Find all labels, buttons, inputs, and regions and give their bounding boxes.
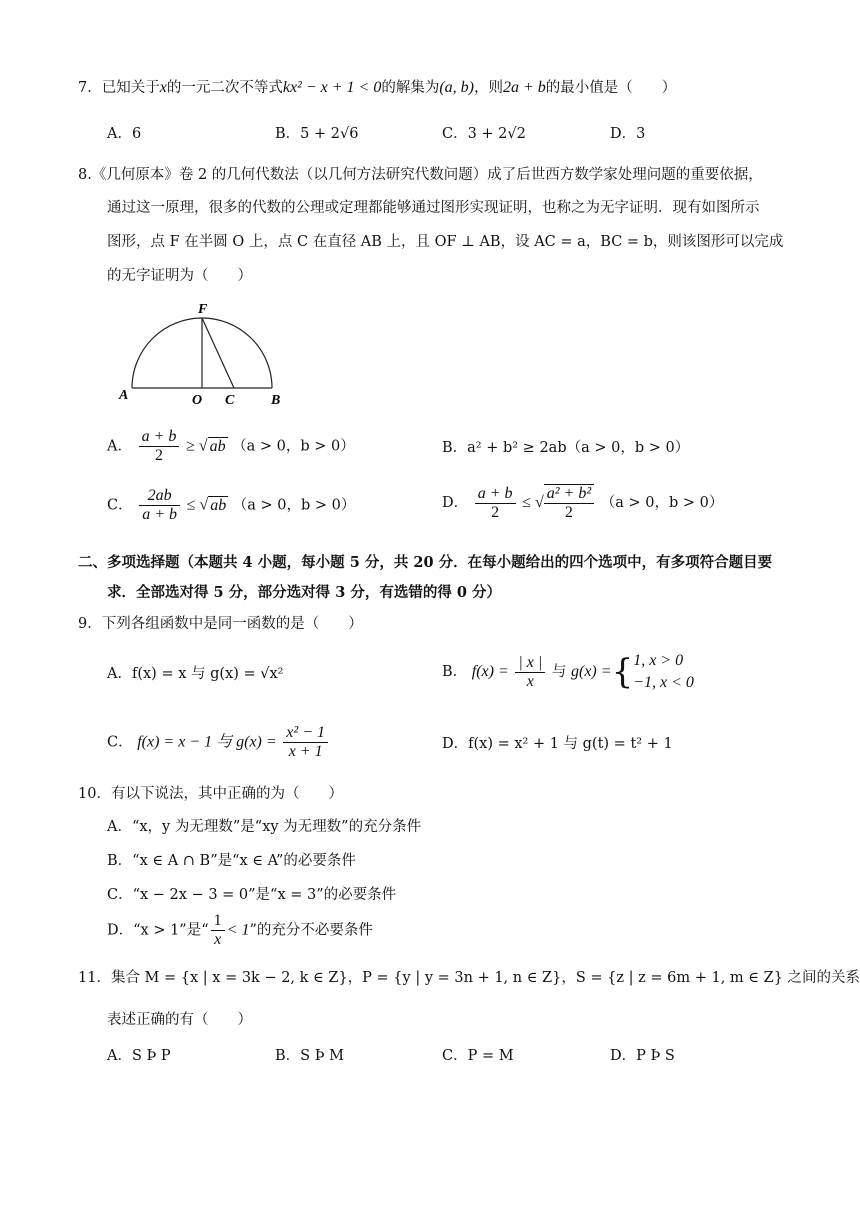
q11-line2: 表述正确的有（ ） <box>107 1012 252 1028</box>
q11-option-c: C．P = M <box>442 1048 514 1064</box>
q8-option-b: B．a² + b² ≥ 2ab（a > 0，b > 0） <box>442 440 690 456</box>
q8-option-a: A． $\frac{a + b}{2}$ ≥ √ ab （a > 0，b > 0） <box>107 428 355 464</box>
q9-option-b: B． f(x) = $\frac{| x |}{x}$ 与 g(x) ={1, x > 0 −1, x < 0 <box>442 652 694 692</box>
q10-stem: 10．有以下说法，其中正确的为（ ） <box>78 786 343 802</box>
label-a: A <box>119 388 129 403</box>
q11-option-d: D．P Þ S <box>610 1048 675 1064</box>
q10-option-d: D．“x > 1”是“ $\frac{1}{x}$ < 1”的充分不必要条件 <box>107 912 373 948</box>
q9-stem: 9．下列各组函数中是同一函数的是（ ） <box>78 616 363 632</box>
label-o: O <box>192 393 203 408</box>
q7-option-b: B．5 + 2√6 <box>275 126 359 142</box>
q9-option-c: C． f(x) = x − 1 与 g(x) = $\frac{\text{x² − 1}}{x + 1}$ <box>107 724 330 766</box>
label-b: B <box>271 393 281 408</box>
label-f: F <box>198 302 208 317</box>
q10-option-c: C．“x − 2x − 3 = 0”是“x = 3”的必要条件 <box>107 887 397 903</box>
q10-option-a: A．“x，y 为无理数”是“xy 为无理数”的充分条件 <box>107 819 422 835</box>
q7-stem: 7．已知关于x的一元二次不等式kx² − x + 1 < 0的解集为(a, b)，则2a + b的最小值是（ ） <box>78 79 677 96</box>
q10-option-b: B．“x ∈ A ∩ B”是“x ∈ A”的必要条件 <box>107 853 356 869</box>
q7-option-c: C．3 + 2√2 <box>442 126 526 142</box>
q9-option-a: A．f(x) = x 与 g(x) = √x² <box>107 666 284 682</box>
q8-option-c: C． $\frac{2ab}{a + b}$ ≤ √ ab （a > 0，b > 0） <box>107 487 356 523</box>
q11-option-b: B．S Þ M <box>275 1048 344 1064</box>
q7-option-d: D．3 <box>610 126 646 142</box>
q8-line4: 的无字证明为（ ） <box>107 268 252 284</box>
q9-option-d: D．f(x) = x² + 1 与 g(t) = t² + 1 <box>442 736 673 752</box>
q11-line1: 11．集合 M = {x | x = 3k − 2, k ∈ Z}，P = {y | y = 3n + 1, n ∈ Z}，S = {z | z = 6m + 1, m ∈ Z} 之间的关系 <box>78 970 860 986</box>
q7-option-a: A．6 <box>107 126 142 142</box>
section2-line2: 求．全部选对得 5 分，部分选对得 3 分，有选错的得 0 分） <box>107 584 502 601</box>
q8-option-d: D． $\frac{a + b}{2}$ ≤ √ $\frac{\text{a² + b²}}{2}$ （a > 0，b > 0） <box>442 484 724 521</box>
q8-line2: 通过这一原理，很多的代数的公理或定理都能够通过图形实现证明，也称之为无字证明．现有如图所示 <box>107 200 760 216</box>
label-c: C <box>225 393 235 408</box>
segment-fc <box>202 318 234 388</box>
q11-option-a: A．S Þ P <box>107 1048 171 1064</box>
semicircle-figure <box>115 296 295 408</box>
q8-line3: 图形，点 F 在半圆 O 上，点 C 在直径 AB 上，且 OF ⊥ AB，设 AC = a，BC = b，则该图形可以完成 <box>107 234 784 250</box>
section2-line1: 二、多项选择题（本题共 4 小题，每小题 5 分，共 20 分．在每小题给出的四个选项中，有多项符合题目要 <box>78 554 773 571</box>
q8-line1: 8.《几何原本》卷 2 的几何代数法（以几何方法研究代数问题）成了后世西方数学家处理问题的重要依据， <box>78 167 763 183</box>
